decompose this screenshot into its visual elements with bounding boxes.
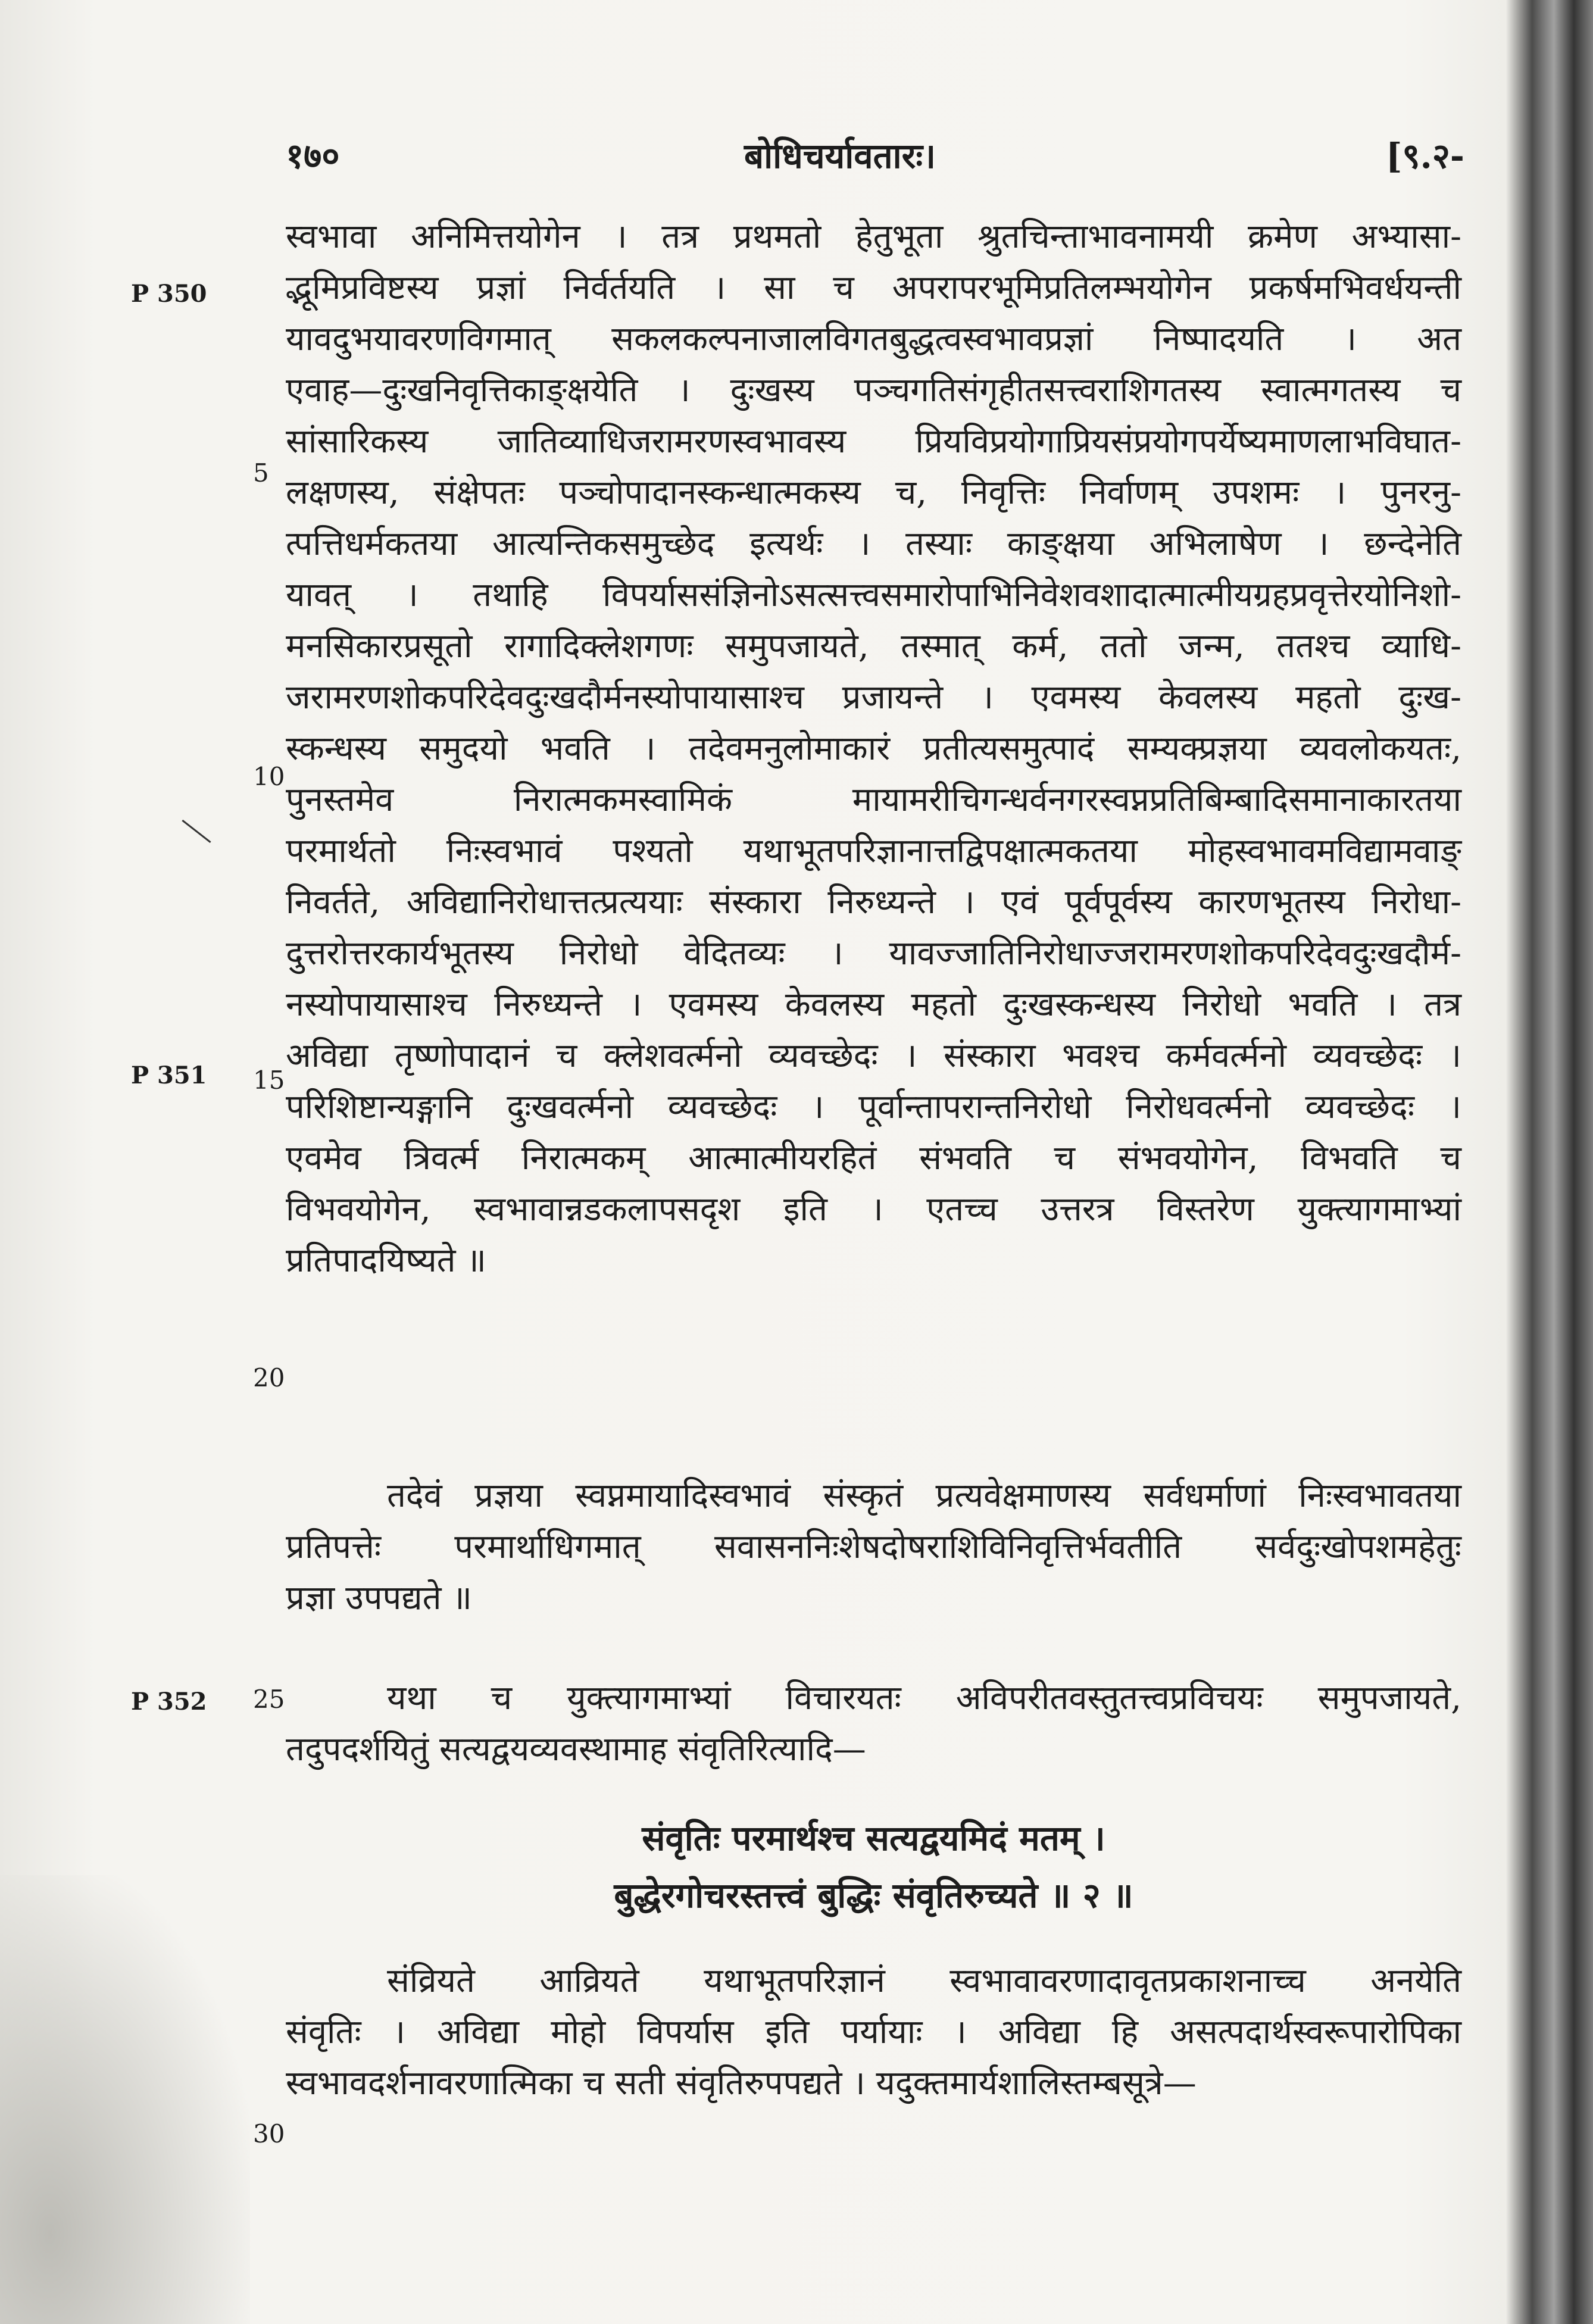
margin-ref-p351: P 351: [131, 1061, 207, 1089]
page-header: [286, 131, 1464, 185]
text-line: परमार्थतो निःस्वभावं पश्यतो यथाभूतपरिज्ञानात्तद्विपक्षात्मकतया मोहस्वभावमविद्यामवाङ्: [286, 832, 1461, 870]
text-line: तदुपदर्शयितुं सत्यद्वयव्यवस्थामाह संवृतिरित्यादि—: [286, 1730, 866, 1769]
text-line: तदेवं प्रज्ञया स्वप्नमायादिस्वभावं संस्कृतं प्रत्यवेक्षमाणस्य सर्वधर्माणां निःस्वभावतया: [387, 1476, 1461, 1515]
verse-reference: [९.२-: [1385, 136, 1464, 176]
text-line: एवमेव त्रिवर्त्म निरात्मकम् आत्मात्मीयरहितं संभवति च संभवयोगेन, विभवति च: [286, 1139, 1461, 1177]
commentary-paragraph-1: [286, 211, 1461, 1286]
text-line: विभवयोगेन, स्वभावान्नडकलापसदृश इति । एतच्च उत्तरत्र विस्तरेण युक्त्यागमाभ्यां: [286, 1190, 1461, 1229]
text-line: परिशिष्टान्यङ्गानि दुःखवर्त्मनो व्यवच्छेदः । पूर्वान्तापरान्तनिरोधो निरोधवर्त्मनो व्यवच्छेदः ।: [286, 1088, 1461, 1126]
text-line: प्रतिपत्तेः परमार्थाधिगमात् सवासननिःशेषदोषराशिविनिवृत्तिर्भवतीति सर्वदुःखोपशमहेतुः: [286, 1528, 1461, 1566]
margin-ref-p350: P 350: [131, 280, 207, 308]
text-line: सांसारिकस्य जातिव्याधिजरामरणस्वभावस्य प्रियविप्रयोगाप्रियसंप्रयोगपर्येष्यमाणलाभविघात-: [286, 422, 1461, 461]
text-line: यावत् । तथाहि विपर्याससंज्ञिनोऽसत्सत्त्वसमारोपाभिनिवेशवशादात्मात्मीयग्रहप्रवृत्तेरयोनिशो-: [286, 576, 1461, 614]
line-number: 20: [253, 1363, 285, 1392]
text-line: यथा च युक्त्यागमाभ्यां विचारयतः अविपरीतवस्तुतत्त्वप्रविचयः समुपजायते,: [387, 1679, 1461, 1717]
text-line: अविद्या तृष्णोपादानं च क्लेशवर्त्मनो व्यवच्छेदः । संस्कारा भवश्च कर्मवर्त्मनो व्यवच्छेदः ।: [286, 1036, 1461, 1075]
margin-ref-p352: P 352: [131, 1688, 207, 1716]
text-line: द्भूमिप्रविष्टस्य प्रज्ञां निर्वर्तयति । सा च अपरापरभूमिप्रतिलम्भयोगेन प्रकर्षमभिवर्धयन्ती: [286, 268, 1461, 307]
text-line: प्रतिपादयिष्यते ॥: [286, 1241, 486, 1280]
text-line: स्वभावा अनिमित्तयोगेन । तत्र प्रथमतो हेतुभूता श्रुतचिन्ताभावनामयी क्रमेण अभ्यासा-: [286, 217, 1461, 256]
line-number: 10: [253, 762, 285, 791]
text-line: जरामरणशोकपरिदेवदुःखदौर्मनस्योपायासाश्च प्रजायन्ते । एवमस्य केवलस्य महतो दुःख-: [286, 678, 1461, 717]
text-line: स्वभावदर्शनावरणात्मिका च सती संवृतिरुपपद्यते । यदुक्तमार्यशालिस्तम्बसूत्रे—: [286, 2064, 1197, 2103]
margin-pencil-mark: [182, 820, 211, 843]
line-number: 15: [253, 1066, 285, 1095]
paper-stain: [0, 1875, 250, 2324]
commentary-paragraph-2: [286, 1470, 1461, 1624]
text-line: मनसिकारप्रसूतो रागादिक्लेशगणः समुपजायते, तस्मात् कर्म, ततो जन्म, ततश्च व्याधि-: [286, 627, 1461, 666]
text-line: संव्रियते आव्रियते यथाभूतपरिज्ञानं स्वभावावरणादावृतप्रकाशनाच्च अनयेति: [387, 1961, 1461, 2000]
text-line: प्रज्ञा उपपद्यते ॥: [286, 1579, 472, 1617]
root-verse: [286, 1810, 1461, 1924]
text-line: स्कन्धस्य समुदयो भवति । तदेवमनुलोमाकारं प्रतीत्यसमुत्पादं सम्यक्प्रज्ञया व्यवलोकयतः,: [286, 729, 1461, 768]
verse-line: बुद्धेरगोचरस्तत्त्वं बुद्धिः संवृतिरुच्यते ॥ २ ॥: [614, 1875, 1133, 1916]
text-line: दुत्तरोत्तरकार्यभूतस्य निरोधो वेदितव्यः । यावज्जातिनिरोधाज्जरामरणशोकपरिदेवदुःखदौर्म-: [286, 934, 1461, 973]
text-line: त्पत्तिधर्मकतया आत्यन्तिकसमुच्छेद इत्यर्थः । तस्याः काङ्क्षया अभिलाषेण । छन्देनेति: [286, 524, 1461, 563]
page-number: १७०: [286, 136, 340, 176]
running-title: बोधिचर्यावतारः।: [744, 136, 936, 176]
text-line: यावदुभयावरणविगमात् सकलकल्पनाजालविगतबुद्धत्वस्वभावप्रज्ञां निष्पादयति । अत: [286, 320, 1461, 358]
commentary-paragraph-4: [286, 1956, 1461, 2109]
line-number: 30: [253, 2119, 285, 2148]
commentary-paragraph-3: [286, 1673, 1461, 1775]
verse-line: संवृतिः परमार्थश्च सत्यद्वयमिदं मतम् ।: [642, 1818, 1105, 1858]
text-line: संवृतिः । अविद्या मोहो विपर्यास इति पर्यायाः । अविद्या हि असत्पदार्थस्वरूपारोपिका: [286, 2013, 1461, 2051]
text-line: लक्षणस्य, संक्षेपतः पञ्चोपादानस्कन्धात्मकस्य च, निवृत्तिः निर्वाणम् उपशमः । पुनरनु-: [286, 473, 1461, 512]
text-line: निवर्तते, अविद्यानिरोधात्तत्प्रत्ययाः संस्कारा निरुध्यन्ते । एवं पूर्वपूर्वस्य कारणभूतस्य निरोधा-: [286, 883, 1461, 922]
text-line: एवाह—दुःखनिवृत्तिकाङ्क्षयेति । दुःखस्य पञ्चगतिसंगृहीतसत्त्वराशिगतस्य स्वात्मगतस्य च: [286, 371, 1461, 410]
line-number: 5: [253, 458, 269, 488]
text-line: पुनस्तमेव निरात्मकमस्वामिकं मायामरीचिगन्धर्वनगरस्वप्नप्रतिबिम्बादिसमानाकारतया: [286, 780, 1461, 819]
book-binding-edge: [1506, 0, 1593, 2324]
text-line: नस्योपायासाश्च निरुध्यन्ते । एवमस्य केवलस्य महतो दुःखस्कन्धस्य निरोधो भवति । तत्र: [286, 985, 1461, 1024]
line-number: 25: [253, 1685, 285, 1714]
